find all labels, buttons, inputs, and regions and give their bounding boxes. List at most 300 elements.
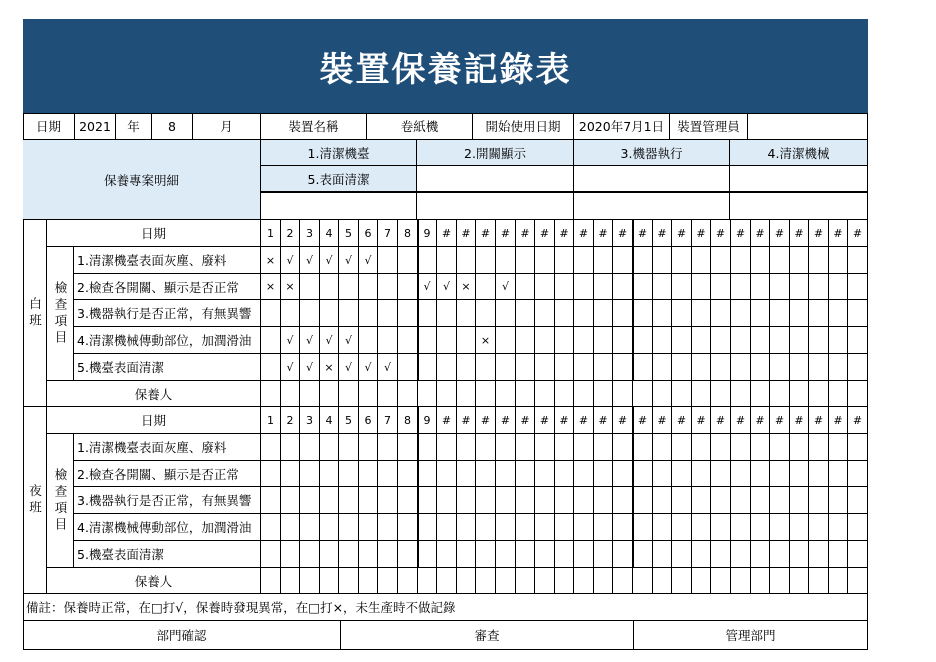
night-check-mark[interactable] [809,461,829,487]
night-check-mark[interactable] [300,541,320,568]
day-check-mark[interactable] [574,247,594,274]
night-check-mark[interactable] [261,461,281,487]
night-keeper-cell[interactable] [751,568,770,594]
day-check-mark[interactable] [457,247,476,274]
night-keeper-cell[interactable] [320,568,339,594]
night-check-mark[interactable] [770,514,790,541]
night-check-mark[interactable] [261,541,281,568]
day-check-mark[interactable] [496,247,516,274]
night-keeper-cell[interactable] [594,568,613,594]
day-check-mark[interactable]: √ [320,247,339,274]
night-check-mark[interactable] [790,434,809,461]
day-check-mark[interactable] [809,274,829,300]
night-check-mark[interactable] [692,461,711,487]
day-check-mark[interactable]: √ [437,274,457,300]
day-check-mark[interactable]: × [281,274,300,300]
night-check-mark[interactable] [770,487,790,514]
day-keeper-cell[interactable] [418,381,437,407]
day-keeper-cell[interactable] [770,381,790,407]
night-keeper-cell[interactable] [378,568,398,594]
night-check-mark[interactable] [653,487,672,514]
day-check-mark[interactable]: × [457,274,476,300]
night-check-mark[interactable] [457,514,476,541]
day-check-mark[interactable] [751,247,770,274]
night-check-mark[interactable] [300,514,320,541]
night-keeper-cell[interactable] [829,568,848,594]
day-check-mark[interactable] [692,247,711,274]
start-date-value[interactable]: 2020年7月1日 [574,113,670,140]
night-check-mark[interactable] [633,541,653,568]
day-check-mark[interactable] [633,354,653,381]
night-check-mark[interactable] [281,514,300,541]
night-check-mark[interactable] [437,434,457,461]
night-check-mark[interactable] [790,461,809,487]
night-check-mark[interactable] [398,541,418,568]
night-check-mark[interactable] [672,541,692,568]
day-check-mark[interactable] [437,354,457,381]
day-check-mark[interactable] [653,354,672,381]
night-check-mark[interactable] [300,461,320,487]
day-keeper-cell[interactable] [829,381,848,407]
day-keeper-cell[interactable] [711,381,731,407]
night-keeper-cell[interactable] [359,568,378,594]
day-check-mark[interactable] [633,327,653,354]
day-check-mark[interactable] [261,354,281,381]
day-check-mark[interactable] [457,327,476,354]
day-check-mark[interactable] [555,274,574,300]
day-check-mark[interactable] [790,247,809,274]
night-check-mark[interactable] [574,514,594,541]
day-keeper-cell[interactable] [320,381,339,407]
day-keeper-cell[interactable] [809,381,829,407]
night-check-mark[interactable] [457,434,476,461]
night-check-mark[interactable] [457,487,476,514]
day-check-mark[interactable] [320,274,339,300]
night-check-mark[interactable] [359,434,378,461]
day-keeper-cell[interactable] [613,381,633,407]
day-check-mark[interactable] [418,300,437,327]
night-keeper-cell[interactable] [437,568,457,594]
night-check-mark[interactable] [535,434,555,461]
night-keeper-cell[interactable] [731,568,751,594]
day-check-mark[interactable]: √ [496,274,516,300]
night-check-mark[interactable] [653,461,672,487]
day-check-mark[interactable] [809,327,829,354]
night-check-mark[interactable] [378,541,398,568]
day-check-mark[interactable] [476,274,496,300]
night-check-mark[interactable] [476,514,496,541]
night-keeper-cell[interactable] [809,568,829,594]
day-check-mark[interactable] [398,300,418,327]
day-check-mark[interactable] [829,354,848,381]
day-check-mark[interactable] [829,247,848,274]
day-check-mark[interactable] [359,327,378,354]
day-check-mark[interactable] [496,327,516,354]
day-check-mark[interactable] [653,274,672,300]
day-check-mark[interactable] [320,300,339,327]
night-check-mark[interactable] [633,487,653,514]
day-check-mark[interactable]: √ [281,327,300,354]
day-check-mark[interactable]: √ [339,247,359,274]
day-check-mark[interactable] [692,354,711,381]
night-check-mark[interactable] [398,514,418,541]
day-check-mark[interactable] [300,300,320,327]
night-check-mark[interactable] [653,541,672,568]
night-check-mark[interactable] [378,461,398,487]
night-check-mark[interactable] [633,514,653,541]
night-check-mark[interactable] [751,487,770,514]
day-check-mark[interactable] [594,300,613,327]
night-check-mark[interactable] [692,487,711,514]
night-check-mark[interactable] [359,514,378,541]
day-check-mark[interactable] [848,300,868,327]
day-check-mark[interactable] [261,300,281,327]
night-check-mark[interactable] [339,514,359,541]
night-check-mark[interactable] [378,514,398,541]
year-value[interactable]: 2021 [75,113,116,140]
day-keeper-cell[interactable] [574,381,594,407]
day-check-mark[interactable] [613,327,633,354]
night-check-mark[interactable] [496,487,516,514]
night-check-mark[interactable] [770,541,790,568]
day-check-mark[interactable] [535,354,555,381]
night-check-mark[interactable] [359,541,378,568]
day-check-mark[interactable]: × [476,327,496,354]
day-check-mark[interactable]: √ [281,354,300,381]
day-check-mark[interactable] [770,327,790,354]
night-keeper-cell[interactable] [535,568,555,594]
night-check-mark[interactable] [594,487,613,514]
day-check-mark[interactable] [594,327,613,354]
day-check-mark[interactable] [594,274,613,300]
night-check-mark[interactable] [672,514,692,541]
day-check-mark[interactable] [613,247,633,274]
night-keeper-cell[interactable] [555,568,574,594]
night-check-mark[interactable] [574,487,594,514]
night-check-mark[interactable] [809,541,829,568]
day-keeper-cell[interactable] [437,381,457,407]
night-check-mark[interactable] [555,541,574,568]
night-check-mark[interactable] [848,434,868,461]
day-check-mark[interactable] [594,247,613,274]
day-check-mark[interactable] [398,327,418,354]
night-check-mark[interactable] [711,461,731,487]
day-check-mark[interactable] [711,247,731,274]
night-check-mark[interactable] [633,434,653,461]
night-check-mark[interactable] [339,461,359,487]
night-check-mark[interactable] [829,461,848,487]
night-check-mark[interactable] [555,434,574,461]
day-check-mark[interactable] [672,247,692,274]
day-check-mark[interactable] [398,274,418,300]
day-keeper-cell[interactable] [555,381,574,407]
day-check-mark[interactable] [378,274,398,300]
day-check-mark[interactable] [535,274,555,300]
day-keeper-cell[interactable] [359,381,378,407]
night-check-mark[interactable] [613,487,633,514]
day-check-mark[interactable] [672,300,692,327]
day-check-mark[interactable] [594,354,613,381]
night-check-mark[interactable] [692,434,711,461]
night-check-mark[interactable] [731,434,751,461]
day-keeper-cell[interactable] [457,381,476,407]
night-check-mark[interactable] [555,514,574,541]
night-check-mark[interactable] [457,461,476,487]
night-check-mark[interactable] [516,487,535,514]
night-check-mark[interactable] [535,541,555,568]
night-check-mark[interactable] [261,434,281,461]
night-check-mark[interactable] [398,487,418,514]
day-check-mark[interactable] [633,274,653,300]
day-check-mark[interactable] [437,327,457,354]
day-check-mark[interactable] [692,300,711,327]
day-check-mark[interactable] [829,274,848,300]
day-keeper-cell[interactable] [594,381,613,407]
day-check-mark[interactable] [790,354,809,381]
night-check-mark[interactable] [653,434,672,461]
night-keeper-cell[interactable] [476,568,496,594]
night-check-mark[interactable] [594,514,613,541]
day-check-mark[interactable] [751,354,770,381]
night-check-mark[interactable] [320,434,339,461]
night-check-mark[interactable] [594,434,613,461]
day-check-mark[interactable] [653,247,672,274]
night-check-mark[interactable] [261,487,281,514]
day-keeper-cell[interactable] [731,381,751,407]
night-keeper-cell[interactable] [692,568,711,594]
night-check-mark[interactable] [437,541,457,568]
day-check-mark[interactable] [359,300,378,327]
day-check-mark[interactable] [809,247,829,274]
day-check-mark[interactable] [496,300,516,327]
day-check-mark[interactable] [398,247,418,274]
night-check-mark[interactable] [613,541,633,568]
night-check-mark[interactable] [496,541,516,568]
night-check-mark[interactable] [731,541,751,568]
night-check-mark[interactable] [418,487,437,514]
night-check-mark[interactable] [574,434,594,461]
day-check-mark[interactable] [574,327,594,354]
night-check-mark[interactable] [653,514,672,541]
day-keeper-cell[interactable] [516,381,535,407]
night-check-mark[interactable] [731,487,751,514]
night-check-mark[interactable] [320,461,339,487]
day-check-mark[interactable] [790,327,809,354]
night-check-mark[interactable] [339,434,359,461]
day-check-mark[interactable]: × [261,274,281,300]
day-check-mark[interactable] [633,247,653,274]
night-check-mark[interactable] [692,541,711,568]
day-check-mark[interactable] [339,274,359,300]
night-keeper-cell[interactable] [281,568,300,594]
night-check-mark[interactable] [359,487,378,514]
day-check-mark[interactable]: √ [300,247,320,274]
night-keeper-cell[interactable] [848,568,868,594]
day-check-mark[interactable] [692,274,711,300]
night-check-mark[interactable] [751,461,770,487]
day-check-mark[interactable] [555,247,574,274]
day-check-mark[interactable]: × [261,247,281,274]
night-check-mark[interactable] [320,541,339,568]
night-check-mark[interactable] [476,487,496,514]
day-check-mark[interactable]: √ [378,354,398,381]
day-check-mark[interactable] [848,274,868,300]
night-keeper-cell[interactable] [711,568,731,594]
night-check-mark[interactable] [418,461,437,487]
night-check-mark[interactable] [378,434,398,461]
day-check-mark[interactable] [555,354,574,381]
day-check-mark[interactable] [790,300,809,327]
night-check-mark[interactable] [359,461,378,487]
day-check-mark[interactable] [751,327,770,354]
day-check-mark[interactable] [770,354,790,381]
day-check-mark[interactable] [555,300,574,327]
day-check-mark[interactable] [790,274,809,300]
night-check-mark[interactable] [711,541,731,568]
night-check-mark[interactable] [751,434,770,461]
night-check-mark[interactable] [261,514,281,541]
day-check-mark[interactable] [672,274,692,300]
day-keeper-cell[interactable] [692,381,711,407]
day-keeper-cell[interactable] [672,381,692,407]
day-check-mark[interactable] [751,300,770,327]
night-check-mark[interactable] [476,541,496,568]
device-name-value[interactable]: 卷紙機 [367,113,473,140]
day-check-mark[interactable] [535,300,555,327]
night-check-mark[interactable] [476,434,496,461]
day-check-mark[interactable] [476,300,496,327]
night-check-mark[interactable] [770,434,790,461]
day-check-mark[interactable] [496,354,516,381]
night-check-mark[interactable] [594,541,613,568]
night-check-mark[interactable] [418,514,437,541]
day-check-mark[interactable] [476,247,496,274]
night-check-mark[interactable] [496,514,516,541]
day-keeper-cell[interactable] [261,381,281,407]
night-check-mark[interactable] [672,434,692,461]
night-check-mark[interactable] [692,514,711,541]
night-check-mark[interactable] [476,461,496,487]
night-keeper-cell[interactable] [516,568,535,594]
day-check-mark[interactable] [653,300,672,327]
night-check-mark[interactable] [613,461,633,487]
day-check-mark[interactable] [672,327,692,354]
night-check-mark[interactable] [809,514,829,541]
day-check-mark[interactable]: √ [339,327,359,354]
day-check-mark[interactable] [378,327,398,354]
day-check-mark[interactable] [711,300,731,327]
day-check-mark[interactable] [633,300,653,327]
day-check-mark[interactable] [418,354,437,381]
day-check-mark[interactable] [672,354,692,381]
day-keeper-cell[interactable] [633,381,653,407]
night-check-mark[interactable] [731,461,751,487]
night-check-mark[interactable] [535,487,555,514]
night-check-mark[interactable] [437,487,457,514]
day-keeper-cell[interactable] [790,381,809,407]
night-check-mark[interactable] [711,434,731,461]
night-keeper-cell[interactable] [653,568,672,594]
night-check-mark[interactable] [535,514,555,541]
day-check-mark[interactable] [457,354,476,381]
day-check-mark[interactable] [711,327,731,354]
day-check-mark[interactable] [398,354,418,381]
night-check-mark[interactable] [281,487,300,514]
day-check-mark[interactable]: √ [300,327,320,354]
day-check-mark[interactable]: √ [339,354,359,381]
day-keeper-cell[interactable] [339,381,359,407]
night-check-mark[interactable] [555,461,574,487]
night-check-mark[interactable] [574,541,594,568]
night-check-mark[interactable] [613,434,633,461]
day-check-mark[interactable] [281,300,300,327]
day-check-mark[interactable]: √ [418,274,437,300]
night-check-mark[interactable] [437,514,457,541]
night-check-mark[interactable] [731,514,751,541]
night-check-mark[interactable] [672,487,692,514]
night-check-mark[interactable] [711,487,731,514]
day-check-mark[interactable] [613,274,633,300]
day-check-mark[interactable] [457,300,476,327]
day-check-mark[interactable] [770,247,790,274]
night-check-mark[interactable] [281,541,300,568]
night-check-mark[interactable] [848,461,868,487]
night-check-mark[interactable] [320,514,339,541]
night-check-mark[interactable] [516,541,535,568]
day-check-mark[interactable] [574,274,594,300]
day-check-mark[interactable] [809,300,829,327]
night-check-mark[interactable] [848,487,868,514]
night-keeper-cell[interactable] [496,568,516,594]
day-check-mark[interactable] [437,300,457,327]
day-check-mark[interactable] [751,274,770,300]
night-check-mark[interactable] [300,434,320,461]
day-check-mark[interactable] [653,327,672,354]
night-check-mark[interactable] [281,434,300,461]
day-check-mark[interactable] [437,247,457,274]
night-check-mark[interactable] [339,541,359,568]
day-check-mark[interactable] [574,354,594,381]
night-check-mark[interactable] [790,514,809,541]
night-keeper-cell[interactable] [613,568,633,594]
night-check-mark[interactable] [516,461,535,487]
night-check-mark[interactable] [418,541,437,568]
day-check-mark[interactable] [770,274,790,300]
night-keeper-cell[interactable] [339,568,359,594]
day-check-mark[interactable] [535,247,555,274]
night-check-mark[interactable] [516,514,535,541]
night-check-mark[interactable] [829,487,848,514]
day-check-mark[interactable] [848,327,868,354]
night-check-mark[interactable] [790,541,809,568]
device-manager-value[interactable] [748,113,868,140]
night-check-mark[interactable] [574,461,594,487]
night-keeper-cell[interactable] [790,568,809,594]
day-keeper-cell[interactable] [300,381,320,407]
day-check-mark[interactable] [731,354,751,381]
day-check-mark[interactable] [555,327,574,354]
night-check-mark[interactable] [496,434,516,461]
night-keeper-cell[interactable] [633,568,653,594]
day-check-mark[interactable] [418,247,437,274]
night-check-mark[interactable] [751,541,770,568]
day-check-mark[interactable] [516,274,535,300]
day-check-mark[interactable] [418,327,437,354]
day-keeper-cell[interactable] [496,381,516,407]
day-check-mark[interactable] [516,300,535,327]
night-check-mark[interactable] [809,434,829,461]
day-keeper-cell[interactable] [398,381,418,407]
